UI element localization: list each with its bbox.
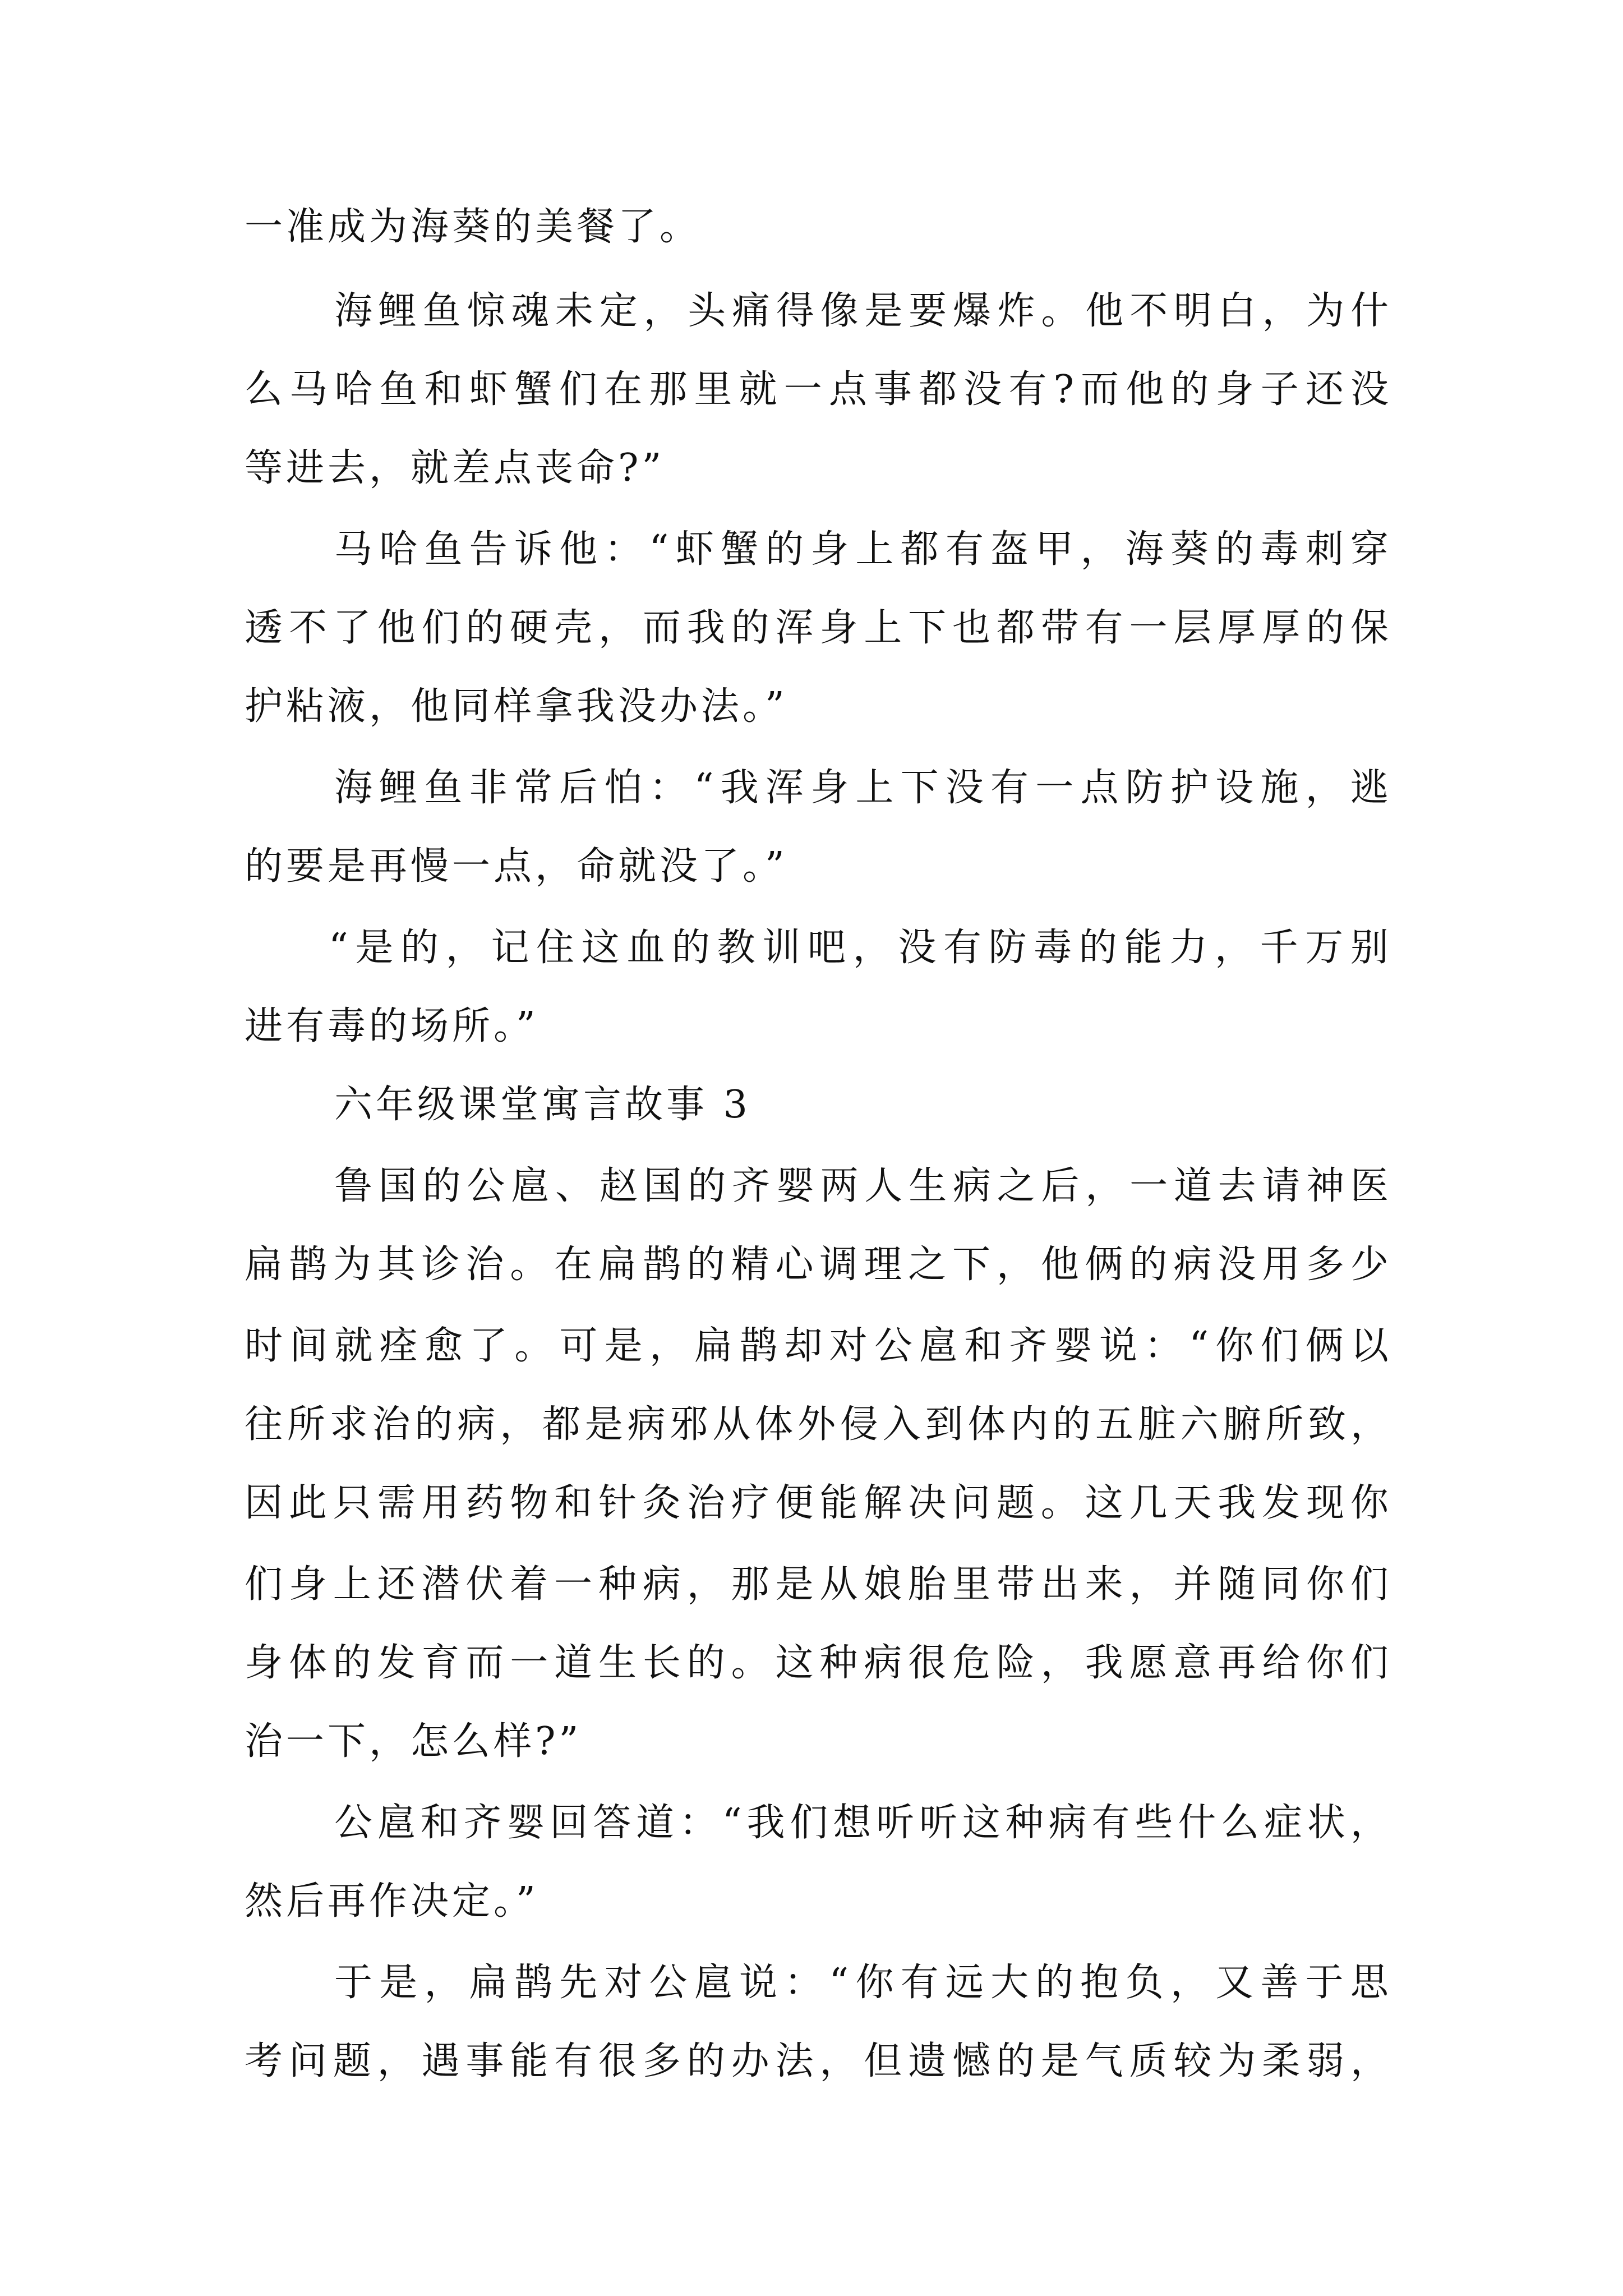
paragraph-first-line: 海 鲤 鱼 非 常 后 怕 ： “ 我 浑 身 上 下 没 有 一 点 防 护 设 施 ， 逃 <box>334 766 1389 810</box>
text-line: 么 马 哈 鱼 和 虾 蟹 们 在 那 里 就 一 点 事 都 没 有 ? 而 他 的 身 子 还 没 <box>245 367 1389 412</box>
text-line: 透 不 了 他 们 的 硬 壳 ， 而 我 的 浑 身 上 下 也 都 带 有 一 层 厚 厚 的 保 <box>245 606 1389 650</box>
text-line: 进有毒的场所。” <box>245 1004 539 1048</box>
text-line: 身 体 的 发 育 而 一 道 生 长 的 。 这 种 病 很 危 险 ， 我 愿 意 再 给 你 们 <box>245 1641 1389 1685</box>
text-line: 的要是再慢一点，命就没了。” <box>245 844 788 889</box>
paragraph-first-line: 公 扈 和 齐 婴 回 答 道 ： “ 我 们 想 听 听 这 种 病 有 些 什 么 症 状 ， <box>334 1801 1389 1845</box>
text-line: 时 间 就 痊 愈 了 。 可 是 ， 扁 鹊 却 对 公 扈 和 齐 婴 说 ： “ 你 们 俩 以 <box>245 1324 1389 1368</box>
paragraph-first-line: “ 是 的 ， 记 住 这 血 的 教 训 吧 ， 没 有 防 毒 的 能 力 ， 千 万 别 <box>329 926 1389 970</box>
text-line: 治一下，怎么样?” <box>245 1719 582 1764</box>
text-line: 们 身 上 还 潜 伏 着 一 种 病 ， 那 是 从 娘 胎 里 带 出 来 ， 并 随 同 你 们 <box>245 1562 1389 1607</box>
text-line: 考 问 题 ， 遇 事 能 有 很 多 的 办 法 ， 但 遗 憾 的 是 气 质 较 为 柔 弱 ， <box>245 2039 1389 2083</box>
paragraph-first-line: 于 是 ， 扁 鹊 先 对 公 扈 说 ： “ 你 有 远 大 的 抱 负 ， 又 善 于 思 <box>334 1961 1389 2005</box>
text-line: 护粘液，他同样拿我没办法。” <box>245 684 788 729</box>
text-line: 等进去，就差点丧命?” <box>245 446 665 490</box>
paragraph-first-line: 鲁 国 的 公 扈 、 赵 国 的 齐 婴 两 人 生 病 之 后 ， 一 道 去 请 神 医 <box>334 1164 1389 1208</box>
text-line: 一准成为海葵的美餐了。 <box>245 205 702 249</box>
section-heading: 六年级课堂寓言故事 3 <box>334 1083 751 1127</box>
text-line: 往 所 求 治 的 病 ， 都 是 病 邪 从 体 外 侵 入 到 体 内 的 五 脏 六 腑 所 致 ， <box>245 1402 1389 1447</box>
paragraph-first-line: 马 哈 鱼 告 诉 他 ： “ 虾 蟹 的 身 上 都 有 盔 甲 ， 海 葵 的 毒 刺 穿 <box>334 527 1389 572</box>
text-line: 扁 鹊 为 其 诊 治 。 在 扁 鹊 的 精 心 调 理 之 下 ， 他 俩 的 病 没 用 多 少 <box>245 1243 1389 1287</box>
text-line: 然后再作决定。” <box>245 1879 539 1924</box>
text-line: 因 此 只 需 用 药 物 和 针 灸 治 疗 便 能 解 决 问 题 。 这 几 天 我 发 现 你 <box>245 1481 1389 1525</box>
paragraph-first-line: 海 鲤 鱼 惊 魂 未 定 ， 头 痛 得 像 是 要 爆 炸 。 他 不 明 白 ， 为 什 <box>334 289 1389 333</box>
